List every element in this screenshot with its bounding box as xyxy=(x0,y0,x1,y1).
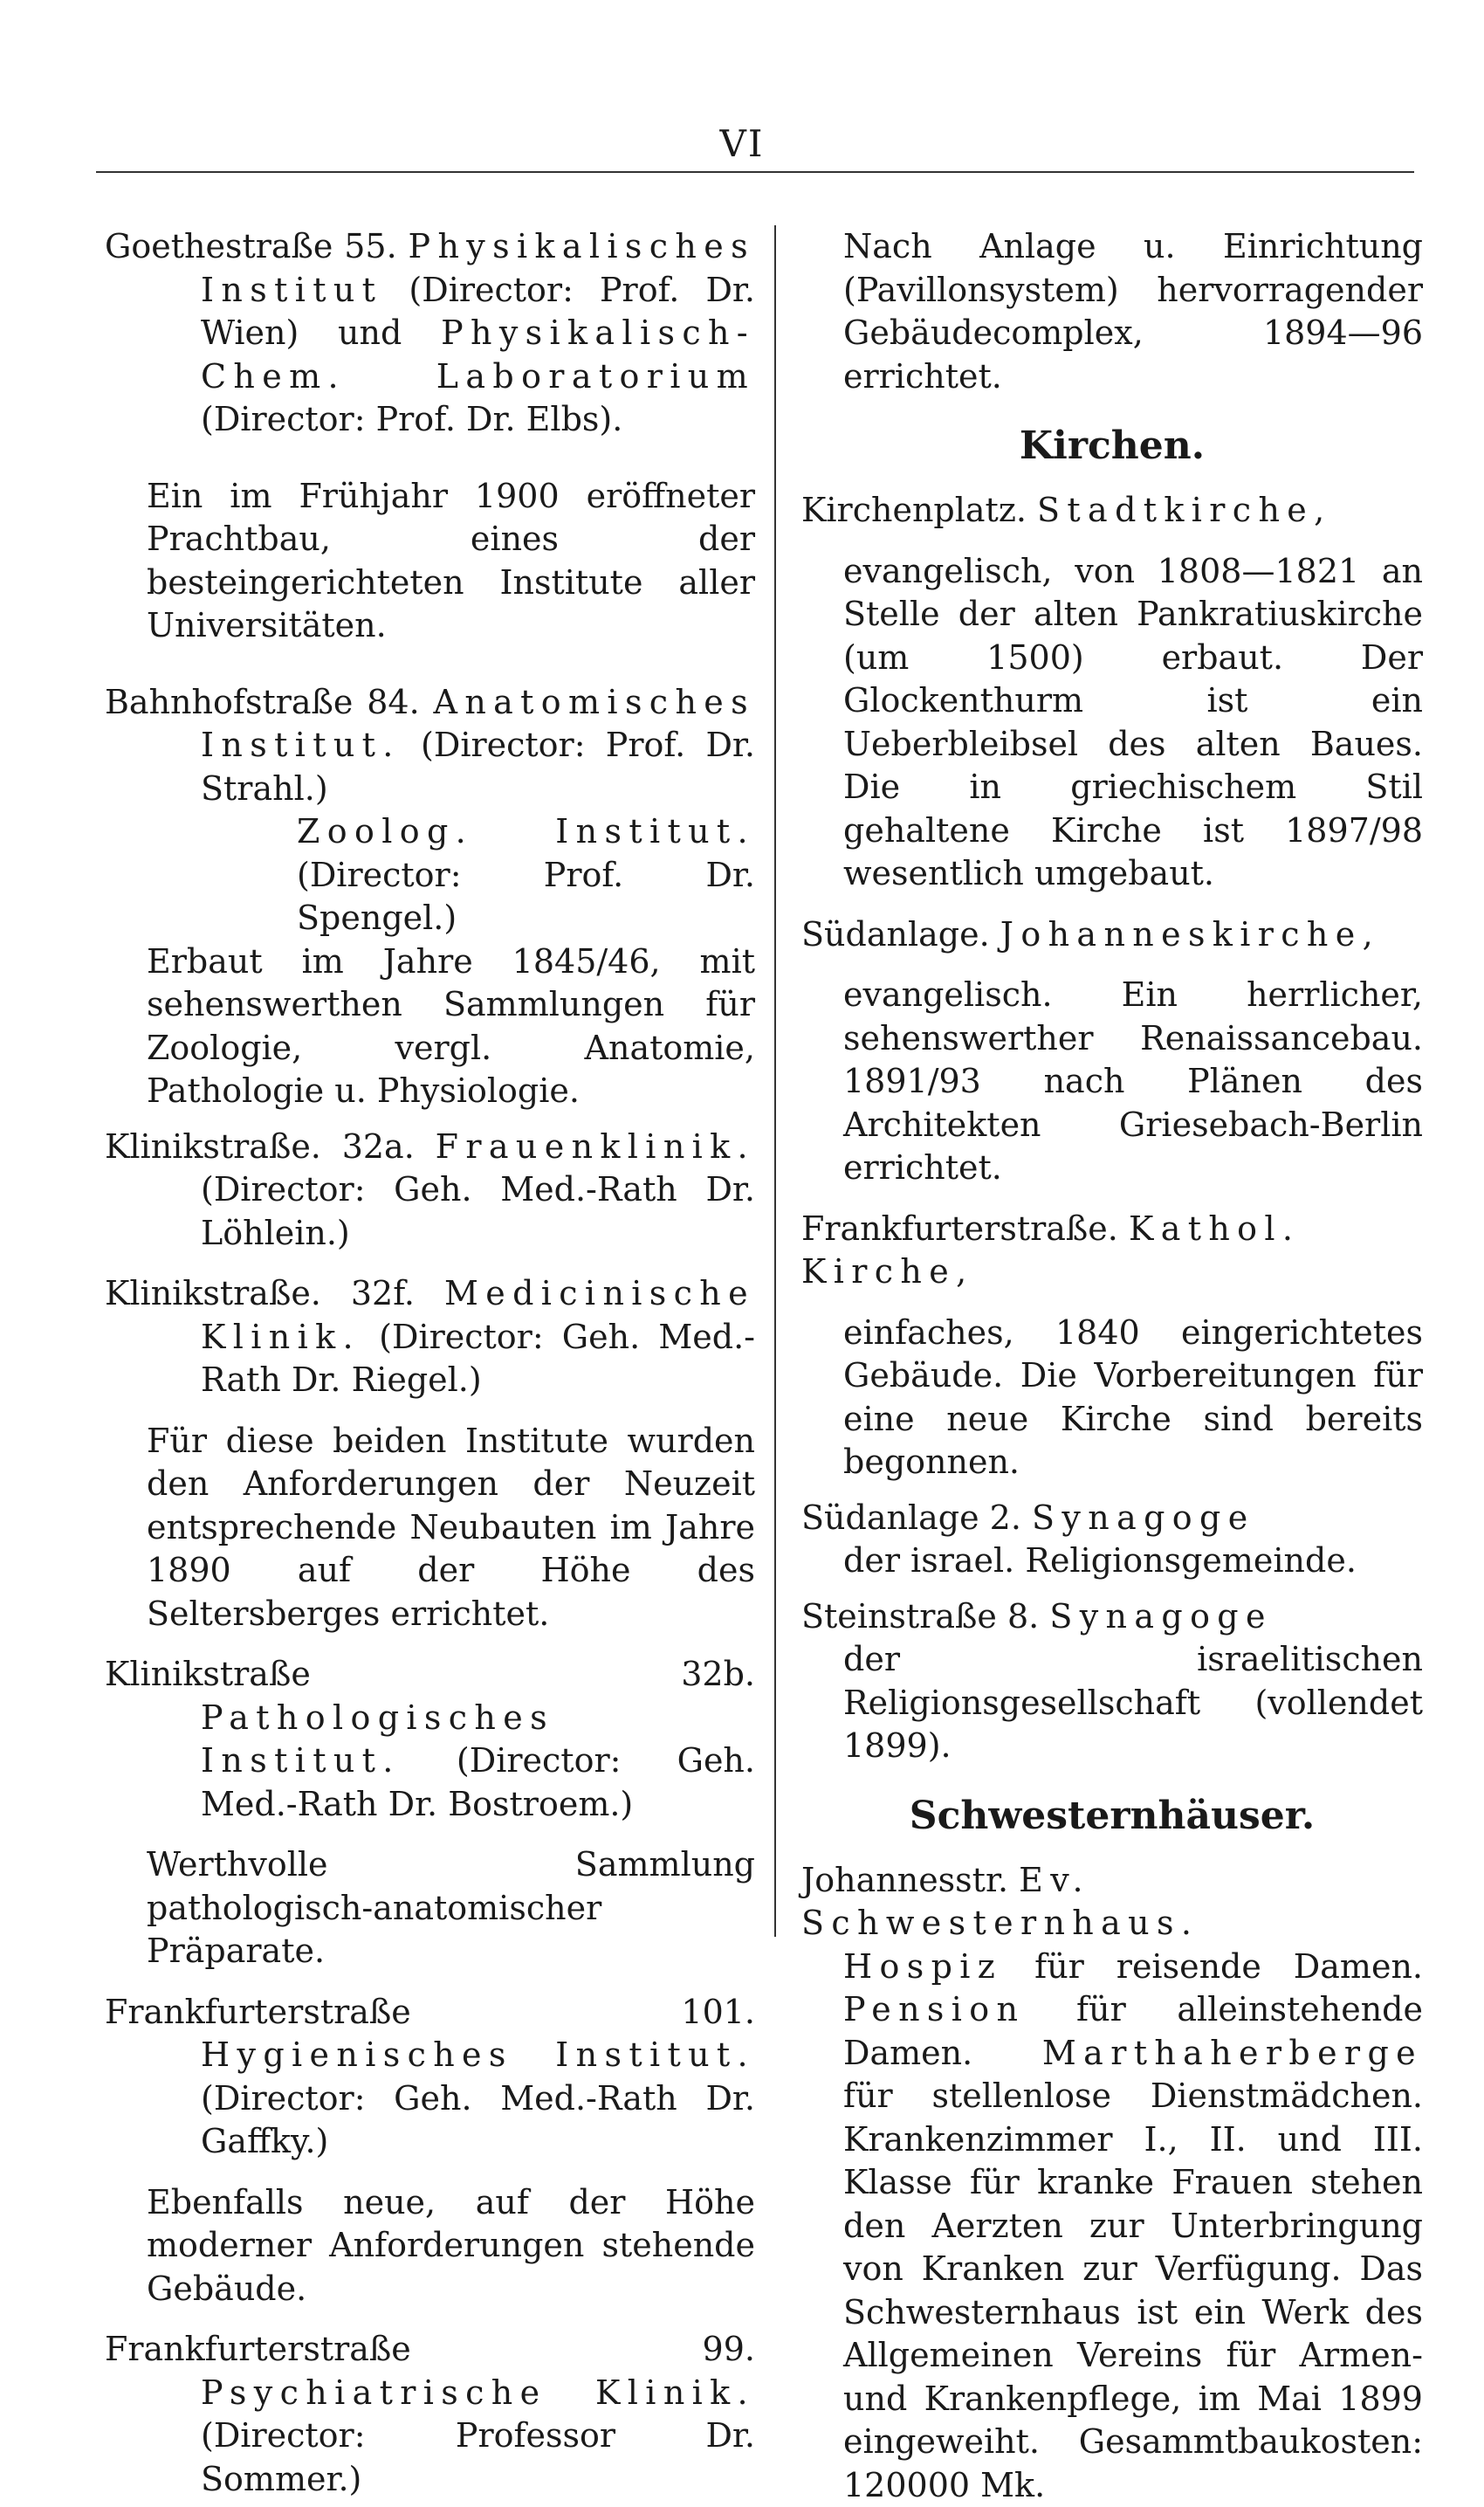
entry-description: einfaches, 1840 eingerichtetes Gebäude. Die Vorbereitungen für eine neue Kirche sind bereits begonnen. xyxy=(801,1312,1423,1484)
entry-institution-name: Medicinische Klinik. xyxy=(201,1274,755,1356)
entry-institution-name: Pathologisches Institut. xyxy=(201,1698,554,1780)
entry-description xyxy=(801,1946,1423,2507)
entry-address: Bahnhofstraße 84. xyxy=(105,683,420,721)
entry-address: Südanlage 2. xyxy=(801,1498,1021,1537)
marthaherberge-label: Marthaherberge xyxy=(1042,2034,1423,2072)
right-column xyxy=(801,225,1423,2507)
entry-details: (Director: Geh. Med.-Rath Dr. Riegel.) xyxy=(201,1318,755,1400)
entry-stadtkirche xyxy=(801,489,1423,533)
entry-description: evangelisch, von 1808—1821 an Stelle der alten Pankratiuskirche (um 1500) erbaut. Der Glockenthurm ist ein Ueberbleibsel des alten Baues. Die in griechischem Stil gehaltene Kirche ist 1897/98 wesentlich umgebaut. xyxy=(801,550,1423,896)
entry-institution-name: Ev. Schwesternhaus. xyxy=(801,1861,1199,1943)
entry-description: evangelisch. Ein herrlicher, sehenswerther Renaissancebau. 1891/93 nach Plänen des Architekten Griesebach-Berlin errichtet. xyxy=(801,974,1423,1190)
entry-institution-name-2: Physikalisch-Chem. Laboratorium xyxy=(201,313,755,396)
entry-johanneskirche xyxy=(801,913,1423,957)
entry-sub-institution xyxy=(201,810,755,940)
entry-synagoge-suedanlage xyxy=(801,1497,1423,1540)
entry-address: Goethestraße 55. xyxy=(105,227,397,265)
entry-description: der israel. Religionsgemeinde. xyxy=(801,1539,1423,1583)
pension-label: Pension xyxy=(843,1990,1025,2028)
entry-frauenklinik xyxy=(105,1126,755,1256)
entry-description: der israelitischen Religionsgesellschaft (vollendet 1899). xyxy=(801,1638,1423,1768)
entry-kathol-kirche xyxy=(801,1208,1423,1294)
entry-institution-name: Frauenklinik. xyxy=(436,1127,755,1166)
entry-description: Ebenfalls neue, auf der Höhe moderner Anforderungen stehende Gebäude. xyxy=(105,2181,755,2311)
entry-hygienisches-institut xyxy=(105,1991,755,2164)
entry-institution-name: Physikalisches Institut xyxy=(201,227,755,309)
entry-synagoge-steinstrasse xyxy=(801,1595,1423,1639)
header-rule xyxy=(96,171,1414,173)
entry-institution-name: Hygienisches Institut. xyxy=(201,2035,755,2074)
entry-physikalisches-institut xyxy=(105,225,755,442)
entry-church-name: Stadtkirche, xyxy=(1037,491,1332,529)
entry-description: Erbaut im Jahre 1845/46, mit sehenswerthen Sammlungen für Zoologie, vergl. Anatomie, Pathologie u. Physiologie. xyxy=(105,940,755,1113)
entry-schwesternhaus xyxy=(801,1859,1423,1946)
entry-medicinische-klinik xyxy=(105,1272,755,1402)
pension-text: für alleinstehende Damen. xyxy=(843,1990,1423,2072)
entry-church-name: Kathol. Kirche, xyxy=(801,1209,1300,1291)
intro-description: Nach Anlage u. Einrichtung (Pavillonsystem) hervorragender Gebäudecomplex, 1894—96 errichtet. xyxy=(801,225,1423,398)
entry-details-2: (Director: Prof. Dr. Spengel.) xyxy=(297,856,755,938)
schwesternhaus-description-rest: für stellenlose Dienstmädchen. Krankenzimmer I., II. und III. Klasse für kranke Frauen stehen den Aerzten zur Unterbringung von Kranken zur Verfügung. Das Schwesternhaus ist ein Werk des Allgemeinen Vereins für Armen- und Krankenpflege, im Mai 1899 eingeweiht. Gesammtbaukosten: 120000 Mk. xyxy=(843,2077,1423,2504)
entry-address: Frankfurterstraße 99. xyxy=(105,2330,755,2368)
entry-description: Werthvolle Sammlung pathologisch-anatomischer Präparate. xyxy=(105,1843,755,1973)
entry-description: Ein im Frühjahr 1900 eröffneter Prachtbau, eines der besteingerichteten Institute aller Universitäten. xyxy=(105,475,755,648)
entry-address: Steinstraße 8. xyxy=(801,1597,1039,1636)
entry-church-name: Synagoge xyxy=(1049,1597,1273,1636)
entry-psychiatrische-klinik xyxy=(105,2328,755,2501)
entry-details: (Director: Prof. Dr. Wien) und xyxy=(201,271,755,353)
entry-address: Kirchenplatz. xyxy=(801,491,1027,529)
entry-address: Frankfurterstraße. xyxy=(801,1209,1118,1248)
section-heading-schwesternhaeuser: Schwesternhäuser. xyxy=(801,1786,1423,1847)
entry-address: Klinikstraße. 32f. xyxy=(105,1274,415,1312)
left-column xyxy=(105,225,755,2501)
page-number: VI xyxy=(0,122,1484,165)
entry-institution-name: Psychiatrische Klinik. xyxy=(201,2373,755,2412)
entry-address: Südanlage. xyxy=(801,915,990,954)
entry-address: Klinikstraße. 32a. xyxy=(105,1127,415,1166)
entry-details: (Director: Prof. Dr. Strahl.) xyxy=(201,726,755,808)
entry-anatomisches-institut xyxy=(105,681,755,940)
entry-institution-name-2: Zoolog. Institut. xyxy=(297,812,755,851)
entry-details: (Director: Professor Dr. Sommer.) xyxy=(201,2416,755,2498)
section-heading-kirchen: Kirchen. xyxy=(801,416,1423,477)
entry-details: (Director: Geh. Med.-Rath Dr. Gaffky.) xyxy=(201,2079,755,2161)
entry-description: Für diese beiden Institute wurden den Anforderungen der Neuzeit entsprechende Neubauten im Jahre 1890 auf der Höhe des Seltersberges errichtet. xyxy=(105,1420,755,1636)
entry-address: Klinikstraße 32b. xyxy=(105,1655,755,1693)
entry-address: Frankfurterstraße 101. xyxy=(105,1993,755,2031)
entry-institution-name: Anatomisches Institut. xyxy=(201,683,755,765)
entry-details: (Director: Geh. Med.-Rath Dr. Löhlein.) xyxy=(201,1170,755,1252)
hospiz-text: für reisende Damen. xyxy=(1034,1947,1423,1986)
entry-pathologisches-institut xyxy=(105,1653,755,1826)
entry-church-name: Johanneskirche, xyxy=(1000,915,1380,954)
entry-address: Johannesstr. xyxy=(801,1861,1008,1899)
column-divider xyxy=(774,225,776,1937)
entry-details-2: (Director: Prof. Dr. Elbs). xyxy=(201,400,622,438)
entry-church-name: Synagoge xyxy=(1032,1498,1255,1537)
entry-details: (Director: Geh. Med.-Rath Dr. Bostroem.) xyxy=(201,1741,755,1823)
hospiz-label: Hospiz xyxy=(843,1947,1002,1986)
